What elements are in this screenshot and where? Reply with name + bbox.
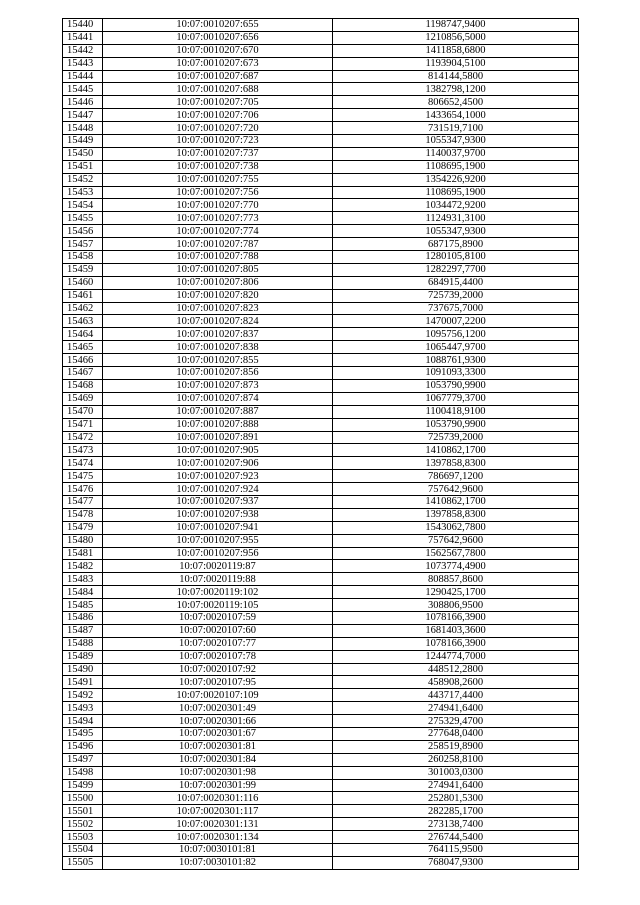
cadastral-number-cell: 10:07:0020301:131 <box>103 818 333 831</box>
cadastral-number-cell: 10:07:0010207:838 <box>103 341 333 354</box>
table-row <box>63 495 579 508</box>
table-row <box>63 663 579 676</box>
row-number-cell: 15441 <box>63 31 103 44</box>
cadastral-number-cell: 10:07:0010207:874 <box>103 392 333 405</box>
value-cell: 1280105,8100 <box>333 251 579 264</box>
table-row <box>63 251 579 264</box>
value-cell: 757642,9600 <box>333 483 579 496</box>
value-cell: 1433654,1000 <box>333 109 579 122</box>
cadastral-number-cell: 10:07:0010207:905 <box>103 444 333 457</box>
value-cell: 1055347,9300 <box>333 225 579 238</box>
cadastral-number-cell: 10:07:0010207:820 <box>103 289 333 302</box>
value-cell: 274941,6400 <box>333 779 579 792</box>
table-row <box>63 611 579 624</box>
cadastral-number-cell: 10:07:0010207:924 <box>103 483 333 496</box>
table-row <box>63 289 579 302</box>
table-body <box>63 19 579 870</box>
cadastral-number-cell: 10:07:0010207:938 <box>103 508 333 521</box>
row-number-cell: 15488 <box>63 637 103 650</box>
table-row <box>63 650 579 663</box>
value-cell: 1562567,7800 <box>333 547 579 560</box>
table-row <box>63 199 579 212</box>
table-row <box>63 44 579 57</box>
row-number-cell: 15491 <box>63 676 103 689</box>
value-cell: 1410862,1700 <box>333 444 579 457</box>
cadastral-number-cell: 10:07:0010207:770 <box>103 199 333 212</box>
value-cell: 443717,4400 <box>333 689 579 702</box>
table-row <box>63 779 579 792</box>
row-number-cell: 15483 <box>63 573 103 586</box>
row-number-cell: 15504 <box>63 844 103 857</box>
row-number-cell: 15475 <box>63 470 103 483</box>
value-cell: 275329,4700 <box>333 715 579 728</box>
row-number-cell: 15501 <box>63 805 103 818</box>
value-cell: 260258,8100 <box>333 753 579 766</box>
row-number-cell: 15440 <box>63 19 103 32</box>
cadastral-number-cell: 10:07:0010207:955 <box>103 534 333 547</box>
table-row <box>63 367 579 380</box>
cadastral-number-cell: 10:07:0010207:723 <box>103 135 333 148</box>
row-number-cell: 15447 <box>63 109 103 122</box>
cadastral-number-cell: 10:07:0010207:956 <box>103 547 333 560</box>
cadastral-number-cell: 10:07:0010207:670 <box>103 44 333 57</box>
table-row <box>63 57 579 70</box>
value-cell: 274941,6400 <box>333 702 579 715</box>
row-number-cell: 15503 <box>63 831 103 844</box>
cadastral-number-cell: 10:07:0020107:60 <box>103 624 333 637</box>
row-number-cell: 15466 <box>63 354 103 367</box>
row-number-cell: 15478 <box>63 508 103 521</box>
value-cell: 448512,2800 <box>333 663 579 676</box>
value-cell: 725739,2000 <box>333 289 579 302</box>
row-number-cell: 15481 <box>63 547 103 560</box>
value-cell: 687175,8900 <box>333 238 579 251</box>
row-number-cell: 15449 <box>63 135 103 148</box>
row-number-cell: 15480 <box>63 534 103 547</box>
row-number-cell: 15464 <box>63 328 103 341</box>
cadastral-number-cell: 10:07:0010207:706 <box>103 109 333 122</box>
table-row <box>63 70 579 83</box>
value-cell: 1124931,3100 <box>333 212 579 225</box>
table-row <box>63 547 579 560</box>
table-row <box>63 586 579 599</box>
value-cell: 814144,5800 <box>333 70 579 83</box>
row-number-cell: 15495 <box>63 727 103 740</box>
row-number-cell: 15498 <box>63 766 103 779</box>
row-number-cell: 15455 <box>63 212 103 225</box>
value-cell: 806652,4500 <box>333 96 579 109</box>
table-row <box>63 444 579 457</box>
row-number-cell: 15486 <box>63 611 103 624</box>
cadastral-number-cell: 10:07:0010207:937 <box>103 495 333 508</box>
row-number-cell: 15453 <box>63 186 103 199</box>
cadastral-number-cell: 10:07:0010207:787 <box>103 238 333 251</box>
value-cell: 258519,8900 <box>333 740 579 753</box>
cadastral-number-cell: 10:07:0020119:88 <box>103 573 333 586</box>
value-cell: 1073774,4900 <box>333 560 579 573</box>
value-cell: 1053790,9900 <box>333 418 579 431</box>
value-cell: 276744,5400 <box>333 831 579 844</box>
cadastral-number-cell: 10:07:0020107:77 <box>103 637 333 650</box>
table-row <box>63 392 579 405</box>
table-row <box>63 534 579 547</box>
row-number-cell: 15502 <box>63 818 103 831</box>
value-cell: 277648,0400 <box>333 727 579 740</box>
cadastral-number-cell: 10:07:0020107:95 <box>103 676 333 689</box>
value-cell: 1198747,9400 <box>333 19 579 32</box>
table-row <box>63 831 579 844</box>
value-cell: 252801,5300 <box>333 792 579 805</box>
table-row <box>63 805 579 818</box>
value-cell: 725739,2000 <box>333 431 579 444</box>
row-number-cell: 15487 <box>63 624 103 637</box>
table-row <box>63 405 579 418</box>
table-row <box>63 818 579 831</box>
row-number-cell: 15500 <box>63 792 103 805</box>
cadastral-number-cell: 10:07:0020107:92 <box>103 663 333 676</box>
row-number-cell: 15479 <box>63 521 103 534</box>
value-cell: 1470007,2200 <box>333 315 579 328</box>
row-number-cell: 15497 <box>63 753 103 766</box>
table-row <box>63 238 579 251</box>
row-number-cell: 15445 <box>63 83 103 96</box>
row-number-cell: 15467 <box>63 367 103 380</box>
row-number-cell: 15490 <box>63 663 103 676</box>
cadastral-number-cell: 10:07:0010207:891 <box>103 431 333 444</box>
value-cell: 1354226,9200 <box>333 173 579 186</box>
row-number-cell: 15496 <box>63 740 103 753</box>
cadastral-number-cell: 10:07:0010207:941 <box>103 521 333 534</box>
table-row <box>63 122 579 135</box>
table-row <box>63 315 579 328</box>
value-cell: 1210856,5000 <box>333 31 579 44</box>
row-number-cell: 15470 <box>63 405 103 418</box>
table-row <box>63 379 579 392</box>
cadastral-number-cell: 10:07:0010207:705 <box>103 96 333 109</box>
table-row <box>63 766 579 779</box>
row-number-cell: 15469 <box>63 392 103 405</box>
table-row <box>63 844 579 857</box>
cadastral-number-cell: 10:07:0020107:59 <box>103 611 333 624</box>
table-row <box>63 418 579 431</box>
cadastral-number-cell: 10:07:0020301:84 <box>103 753 333 766</box>
table-row <box>63 83 579 96</box>
row-number-cell: 15462 <box>63 302 103 315</box>
cadastral-number-cell: 10:07:0020301:116 <box>103 792 333 805</box>
cadastral-number-cell: 10:07:0010207:738 <box>103 160 333 173</box>
value-cell: 1193904,5100 <box>333 57 579 70</box>
table-row <box>63 431 579 444</box>
cadastral-number-cell: 10:07:0020301:81 <box>103 740 333 753</box>
row-number-cell: 15456 <box>63 225 103 238</box>
cadastral-number-cell: 10:07:0020301:117 <box>103 805 333 818</box>
table-row <box>63 276 579 289</box>
cadastral-number-cell: 10:07:0020301:66 <box>103 715 333 728</box>
table-row <box>63 521 579 534</box>
value-cell: 808857,8600 <box>333 573 579 586</box>
cadastral-number-cell: 10:07:0010207:887 <box>103 405 333 418</box>
table-row <box>63 328 579 341</box>
value-cell: 1397858,8300 <box>333 508 579 521</box>
cadastral-number-cell: 10:07:0010207:805 <box>103 263 333 276</box>
cadastral-number-cell: 10:07:0020301:67 <box>103 727 333 740</box>
value-cell: 1108695,1900 <box>333 186 579 199</box>
table-row <box>63 702 579 715</box>
table-row <box>63 173 579 186</box>
table-row <box>63 186 579 199</box>
row-number-cell: 15472 <box>63 431 103 444</box>
row-number-cell: 15489 <box>63 650 103 663</box>
value-cell: 1095756,1200 <box>333 328 579 341</box>
cadastral-number-cell: 10:07:0010207:837 <box>103 328 333 341</box>
cadastral-number-cell: 10:07:0010207:756 <box>103 186 333 199</box>
row-number-cell: 15474 <box>63 457 103 470</box>
table-row <box>63 135 579 148</box>
row-number-cell: 15443 <box>63 57 103 70</box>
value-cell: 1034472,9200 <box>333 199 579 212</box>
cadastral-number-cell: 10:07:0010207:687 <box>103 70 333 83</box>
value-cell: 731519,7100 <box>333 122 579 135</box>
table-row <box>63 457 579 470</box>
table-row <box>63 624 579 637</box>
value-cell: 308806,9500 <box>333 599 579 612</box>
row-number-cell: 15463 <box>63 315 103 328</box>
cadastral-number-cell: 10:07:0010207:755 <box>103 173 333 186</box>
cadastral-number-cell: 10:07:0010207:823 <box>103 302 333 315</box>
value-cell: 282285,1700 <box>333 805 579 818</box>
value-cell: 1411858,6800 <box>333 44 579 57</box>
row-number-cell: 15484 <box>63 586 103 599</box>
cadastral-number-cell: 10:07:0010207:824 <box>103 315 333 328</box>
table-row <box>63 263 579 276</box>
value-cell: 1078166,3900 <box>333 611 579 624</box>
table-row <box>63 676 579 689</box>
table-row <box>63 740 579 753</box>
row-number-cell: 15465 <box>63 341 103 354</box>
value-cell: 764115,9500 <box>333 844 579 857</box>
row-number-cell: 15448 <box>63 122 103 135</box>
value-cell: 1410862,1700 <box>333 495 579 508</box>
row-number-cell: 15444 <box>63 70 103 83</box>
row-number-cell: 15477 <box>63 495 103 508</box>
table-row <box>63 856 579 869</box>
value-cell: 768047,9300 <box>333 856 579 869</box>
cadastral-number-cell: 10:07:0010207:806 <box>103 276 333 289</box>
table-row <box>63 19 579 32</box>
cadastral-number-cell: 10:07:0020301:49 <box>103 702 333 715</box>
cadastral-number-cell: 10:07:0030101:81 <box>103 844 333 857</box>
value-cell: 1382798,1200 <box>333 83 579 96</box>
row-number-cell: 15460 <box>63 276 103 289</box>
cadastral-number-cell: 10:07:0010207:873 <box>103 379 333 392</box>
value-cell: 1543062,7800 <box>333 521 579 534</box>
table-row <box>63 212 579 225</box>
cadastral-number-cell: 10:07:0010207:855 <box>103 354 333 367</box>
value-cell: 1065447,9700 <box>333 341 579 354</box>
value-cell: 1088761,9300 <box>333 354 579 367</box>
value-cell: 684915,4400 <box>333 276 579 289</box>
value-cell: 1140037,9700 <box>333 147 579 160</box>
value-cell: 786697,1200 <box>333 470 579 483</box>
cadastral-number-cell: 10:07:0010207:923 <box>103 470 333 483</box>
table-row <box>63 341 579 354</box>
table-row <box>63 483 579 496</box>
cadastral-number-cell: 10:07:0010207:655 <box>103 19 333 32</box>
row-number-cell: 15471 <box>63 418 103 431</box>
row-number-cell: 15499 <box>63 779 103 792</box>
value-cell: 301003,0300 <box>333 766 579 779</box>
value-cell: 1067779,3700 <box>333 392 579 405</box>
table-row <box>63 109 579 122</box>
row-number-cell: 15482 <box>63 560 103 573</box>
value-cell: 1681403,3600 <box>333 624 579 637</box>
cadastral-number-cell: 10:07:0010207:673 <box>103 57 333 70</box>
row-number-cell: 15492 <box>63 689 103 702</box>
value-cell: 1078166,3900 <box>333 637 579 650</box>
cadastral-number-cell: 10:07:0010207:773 <box>103 212 333 225</box>
value-cell: 1397858,8300 <box>333 457 579 470</box>
cadastral-number-cell: 10:07:0020301:99 <box>103 779 333 792</box>
row-number-cell: 15451 <box>63 160 103 173</box>
value-cell: 1290425,1700 <box>333 586 579 599</box>
value-cell: 737675,7000 <box>333 302 579 315</box>
cadastral-number-cell: 10:07:0010207:788 <box>103 251 333 264</box>
table-row <box>63 560 579 573</box>
table-row <box>63 637 579 650</box>
row-number-cell: 15450 <box>63 147 103 160</box>
cadastral-number-cell: 10:07:0020119:105 <box>103 599 333 612</box>
table-row <box>63 470 579 483</box>
table-row <box>63 689 579 702</box>
row-number-cell: 15476 <box>63 483 103 496</box>
value-cell: 1244774,7000 <box>333 650 579 663</box>
value-cell: 1108695,1900 <box>333 160 579 173</box>
table-row <box>63 727 579 740</box>
cadastral-number-cell: 10:07:0010207:888 <box>103 418 333 431</box>
cadastral-number-cell: 10:07:0010207:774 <box>103 225 333 238</box>
value-cell: 1055347,9300 <box>333 135 579 148</box>
cadastral-number-cell: 10:07:0020301:98 <box>103 766 333 779</box>
value-cell: 273138,7400 <box>333 818 579 831</box>
row-number-cell: 15461 <box>63 289 103 302</box>
row-number-cell: 15442 <box>63 44 103 57</box>
row-number-cell: 15458 <box>63 251 103 264</box>
table-row <box>63 31 579 44</box>
table-row <box>63 96 579 109</box>
cadastral-number-cell: 10:07:0010207:720 <box>103 122 333 135</box>
row-number-cell: 15473 <box>63 444 103 457</box>
cadastral-number-cell: 10:07:0010207:688 <box>103 83 333 96</box>
cadastral-value-table <box>62 18 579 870</box>
row-number-cell: 15459 <box>63 263 103 276</box>
cadastral-number-cell: 10:07:0030101:82 <box>103 856 333 869</box>
row-number-cell: 15493 <box>63 702 103 715</box>
table-row <box>63 599 579 612</box>
table-row <box>63 792 579 805</box>
value-cell: 757642,9600 <box>333 534 579 547</box>
cadastral-number-cell: 10:07:0020107:78 <box>103 650 333 663</box>
value-cell: 458908,2600 <box>333 676 579 689</box>
table-row <box>63 715 579 728</box>
cadastral-number-cell: 10:07:0020119:102 <box>103 586 333 599</box>
row-number-cell: 15452 <box>63 173 103 186</box>
value-cell: 1053790,9900 <box>333 379 579 392</box>
table-row <box>63 147 579 160</box>
row-number-cell: 15505 <box>63 856 103 869</box>
cadastral-number-cell: 10:07:0010207:906 <box>103 457 333 470</box>
table-row <box>63 753 579 766</box>
row-number-cell: 15457 <box>63 238 103 251</box>
cadastral-number-cell: 10:07:0010207:856 <box>103 367 333 380</box>
table-row <box>63 354 579 367</box>
cadastral-number-cell: 10:07:0020301:134 <box>103 831 333 844</box>
cadastral-number-cell: 10:07:0010207:656 <box>103 31 333 44</box>
value-cell: 1100418,9100 <box>333 405 579 418</box>
cadastral-number-cell: 10:07:0020119:87 <box>103 560 333 573</box>
row-number-cell: 15446 <box>63 96 103 109</box>
table-row <box>63 508 579 521</box>
value-cell: 1091093,3300 <box>333 367 579 380</box>
value-cell: 1282297,7700 <box>333 263 579 276</box>
table-row <box>63 160 579 173</box>
row-number-cell: 15454 <box>63 199 103 212</box>
row-number-cell: 15485 <box>63 599 103 612</box>
cadastral-number-cell: 10:07:0020107:109 <box>103 689 333 702</box>
table-row <box>63 573 579 586</box>
row-number-cell: 15468 <box>63 379 103 392</box>
row-number-cell: 15494 <box>63 715 103 728</box>
cadastral-number-cell: 10:07:0010207:737 <box>103 147 333 160</box>
table-row <box>63 225 579 238</box>
table-row <box>63 302 579 315</box>
